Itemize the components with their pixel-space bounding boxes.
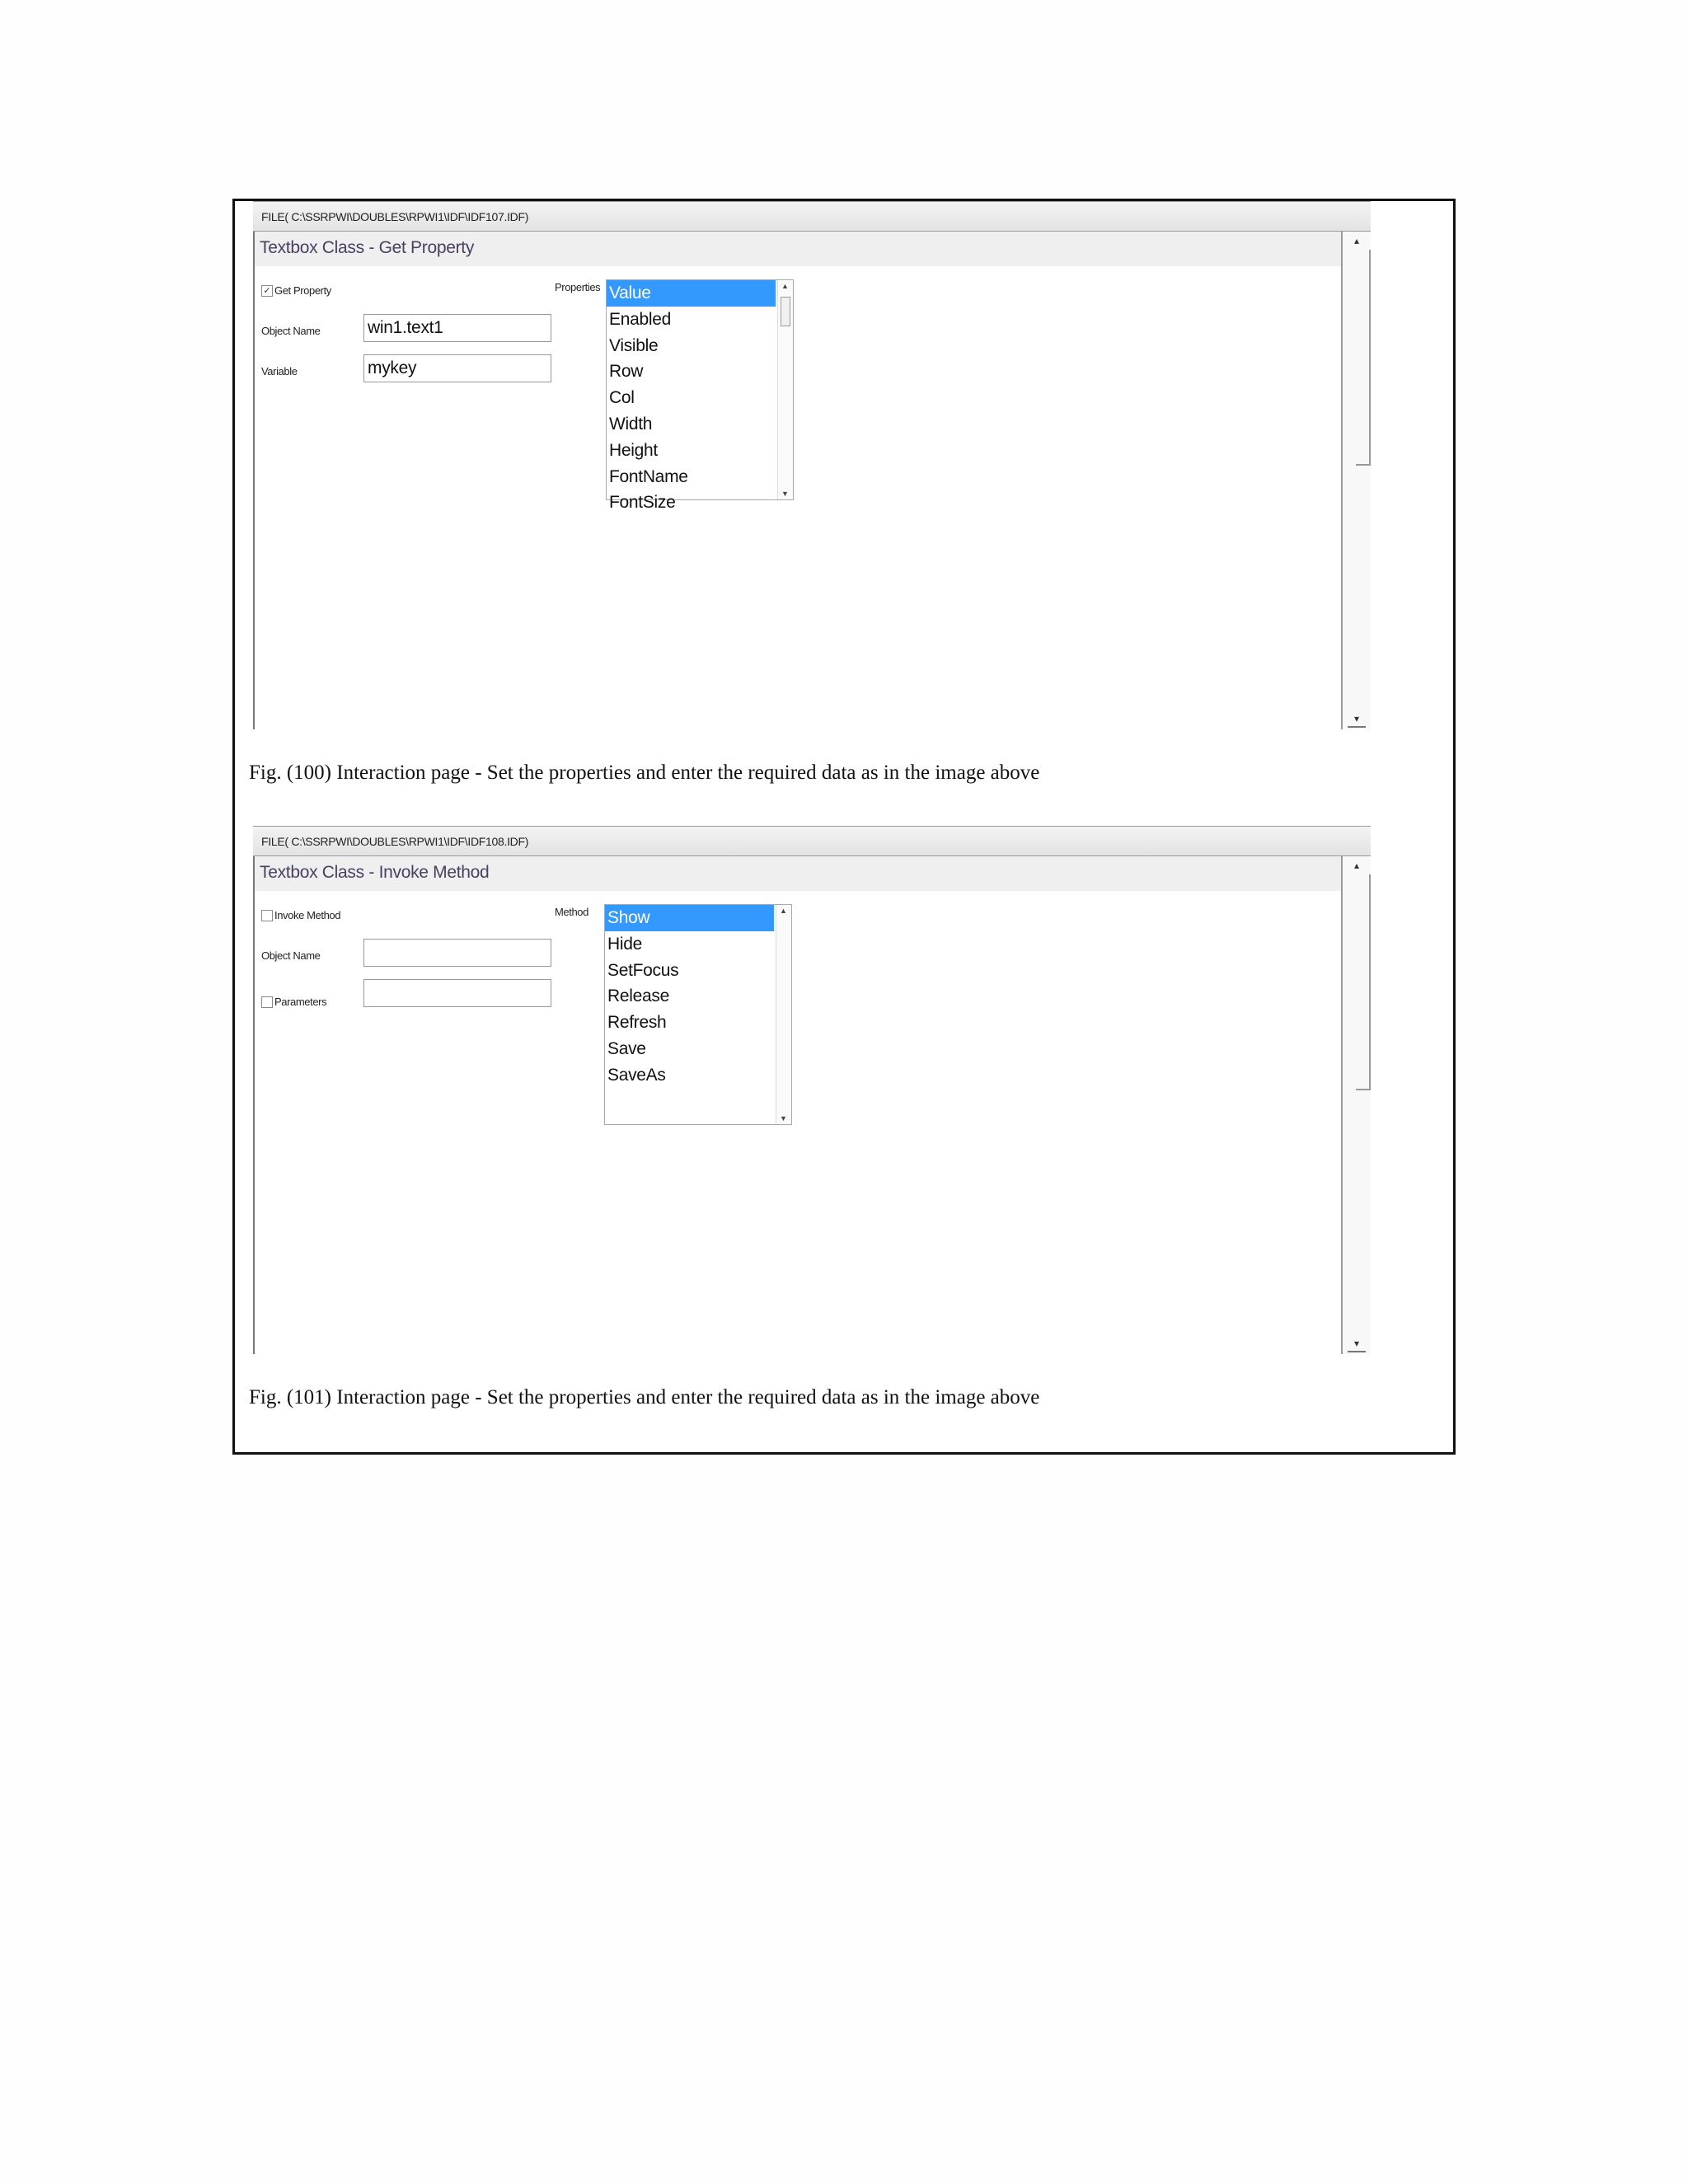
variable-input[interactable]: mykey [363,354,551,382]
figure-caption-100: Fig. (100) Interaction page - Set the properties and enter the required data as in the image above [249,762,1040,784]
list-item-col[interactable]: Col [609,388,635,408]
list-scroll-up-icon[interactable]: ▲ [780,907,787,915]
parameters-input[interactable] [363,979,551,1007]
panel-header: Textbox Class - Get Property [255,232,1343,266]
object-name-label: Object Name [261,949,321,962]
variable-label: Variable [261,365,298,377]
vertical-scrollbar[interactable] [1341,856,1371,1354]
properties-label: Properties [555,281,601,293]
invoke-method-checkbox[interactable] [261,910,273,921]
panel-body [253,856,1371,1354]
method-listbox[interactable] [604,904,792,1125]
scroll-down-arrow-icon[interactable]: ▾ [1348,711,1366,728]
object-name-label: Object Name [261,325,321,337]
object-name-input[interactable]: win1.text1 [363,314,551,342]
list-item-release[interactable]: Release [607,987,669,1006]
object-name-input[interactable] [363,939,551,967]
list-item-width[interactable]: Width [609,414,653,434]
scroll-thumb[interactable] [1356,874,1371,1090]
method-label: Method [555,906,588,918]
list-item-saveas[interactable]: SaveAs [607,1065,666,1085]
list-scroll-down-icon[interactable]: ▼ [780,1114,787,1122]
file-path-bar: FILE( C:\SSRPWI\DOUBLES\RPWI1\IDF\IDF108.IDF) [253,826,1371,856]
scroll-down-arrow-icon[interactable]: ▾ [1348,1336,1366,1352]
list-item-fontname[interactable]: FontName [609,466,688,486]
list-scroll-thumb[interactable] [781,297,790,326]
list-item-refresh[interactable]: Refresh [607,1013,667,1033]
list-item-height[interactable]: Height [609,440,658,460]
list-item-show[interactable]: Show [605,905,774,931]
panel-body [253,232,1371,729]
list-item-hide[interactable]: Hide [607,934,642,954]
list-scroll-down-icon[interactable]: ▼ [781,490,789,498]
scroll-up-arrow-icon[interactable]: ▴ [1353,860,1360,871]
scroll-thumb[interactable] [1356,250,1371,466]
list-item-fontsize[interactable]: FontSize [609,493,676,513]
list-scroll-up-icon[interactable]: ▲ [781,282,789,290]
file-path-bar: FILE( C:\SSRPWI\DOUBLES\RPWI1\IDF\IDF107.IDF) [253,201,1371,232]
list-item-setfocus[interactable]: SetFocus [607,960,679,980]
document-frame [232,199,1456,1455]
list-item-value[interactable]: Value [607,280,776,307]
properties-listbox[interactable] [606,279,794,513]
parameters-checkbox[interactable] [261,996,273,1008]
parameters-label: Parameters [274,996,327,1008]
list-item-visible[interactable]: Visible [609,335,659,355]
screenshot-invoke-method [253,826,1371,1354]
list-item-row[interactable]: Row [609,362,644,382]
invoke-method-label: Invoke Method [274,909,341,921]
get-property-checkbox[interactable]: ✓ [261,285,273,297]
screenshot-get-property [253,201,1371,729]
list-scrollbar[interactable] [776,905,791,1124]
list-item-enabled[interactable]: Enabled [609,309,671,329]
scroll-up-arrow-icon[interactable]: ▴ [1353,235,1360,246]
figure-caption-101: Fig. (101) Interaction page - Set the properties and enter the required data as in the image above [249,1386,1040,1408]
get-property-label: Get Property [274,284,331,297]
list-item-save[interactable]: Save [607,1038,646,1058]
list-scrollbar[interactable] [777,280,793,499]
vertical-scrollbar[interactable] [1341,232,1371,729]
panel-header: Textbox Class - Invoke Method [255,856,1343,891]
